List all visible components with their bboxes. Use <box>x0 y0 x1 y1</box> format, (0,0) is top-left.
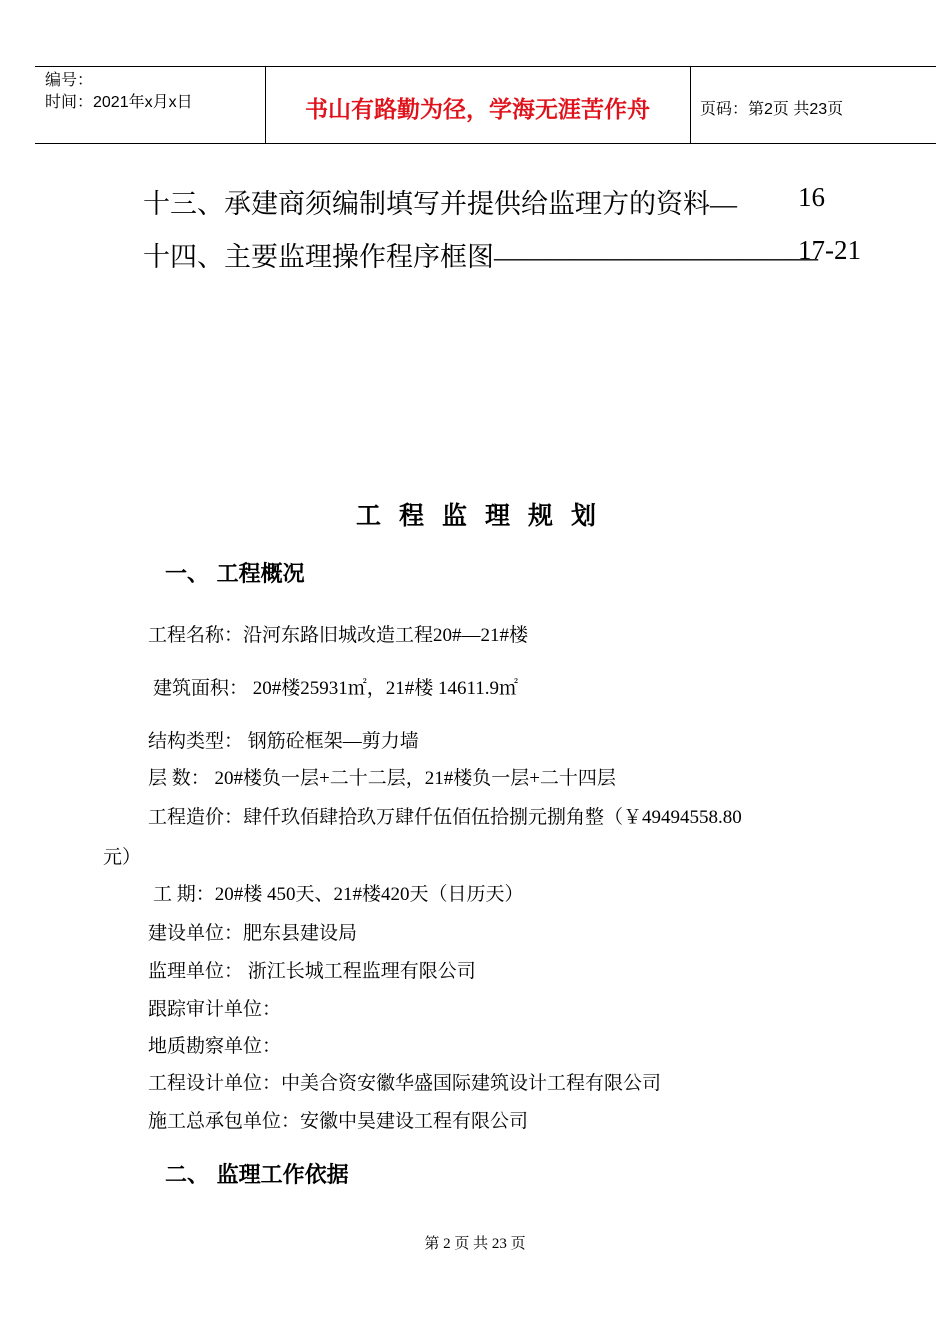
header-divider-right <box>690 66 691 144</box>
contractor-line: 施工总承包单位：安徽中昊建设工程有限公司 <box>148 1111 529 1132</box>
header-meta <box>45 70 193 114</box>
audit-unit-line: 跟踪审计单位： <box>148 999 282 1020</box>
cost-line: 工程造价：肆仟玖佰肆拾玖万肆仟伍佰伍拾捌元捌角整（￥49494558.80 <box>148 807 742 828</box>
owner-line: 建设单位：肥东县建设局 <box>148 923 358 944</box>
document-title: 工程监理规划 <box>355 501 614 530</box>
toc-page-14: 17-21 <box>798 235 861 265</box>
toc-page-13: 16 <box>798 182 825 212</box>
building-area-line: 建筑面积： 20#楼25931㎡，21#楼 14611.9㎡ <box>153 678 519 699</box>
section-heading-1: 一、 工程概况 <box>165 562 305 587</box>
section-heading-2: 二、 监理工作依据 <box>165 1163 349 1188</box>
floors-line: 层 数： 20#楼负一层+二十二层，21#楼负一层+二十四层 <box>148 768 616 789</box>
structure-type-line: 结构类型： 钢筋砼框架—剪力墙 <box>148 731 419 752</box>
page-footer: 第 2 页 共 23 页 <box>424 1236 526 1252</box>
supervisor-line: 监理单位： 浙江长城工程监理有限公司 <box>148 961 476 982</box>
project-name-line: 工程名称：沿河东路旧城改造工程20#—21#楼 <box>148 625 529 646</box>
header-top-rule <box>35 66 936 67</box>
duration-line: 工 期：20#楼 450天、21#楼420天（日历天） <box>153 884 524 905</box>
serial-label: 编号： <box>45 72 94 89</box>
geology-unit-line: 地质勘察单位： <box>148 1036 282 1057</box>
header-slogan: 书山有路勤为径，学海无涯苦作舟 <box>305 97 650 123</box>
toc-entry-14: 十四、主要监理操作程序框图———————————— <box>143 242 818 272</box>
cost-line-continued: 元） <box>103 847 142 868</box>
toc-entry-13: 十三、承建商须编制填写并提供给监理方的资料— <box>143 189 737 219</box>
design-unit-line: 工程设计单位：中美合资安徽华盛国际建筑设计工程有限公司 <box>148 1073 662 1094</box>
header-bottom-rule <box>35 143 936 144</box>
header-page-info: 页码：第2页 共23页 <box>700 101 844 118</box>
page-header <box>35 66 936 144</box>
date-label: 时间：2021年x月x日 <box>45 94 193 111</box>
